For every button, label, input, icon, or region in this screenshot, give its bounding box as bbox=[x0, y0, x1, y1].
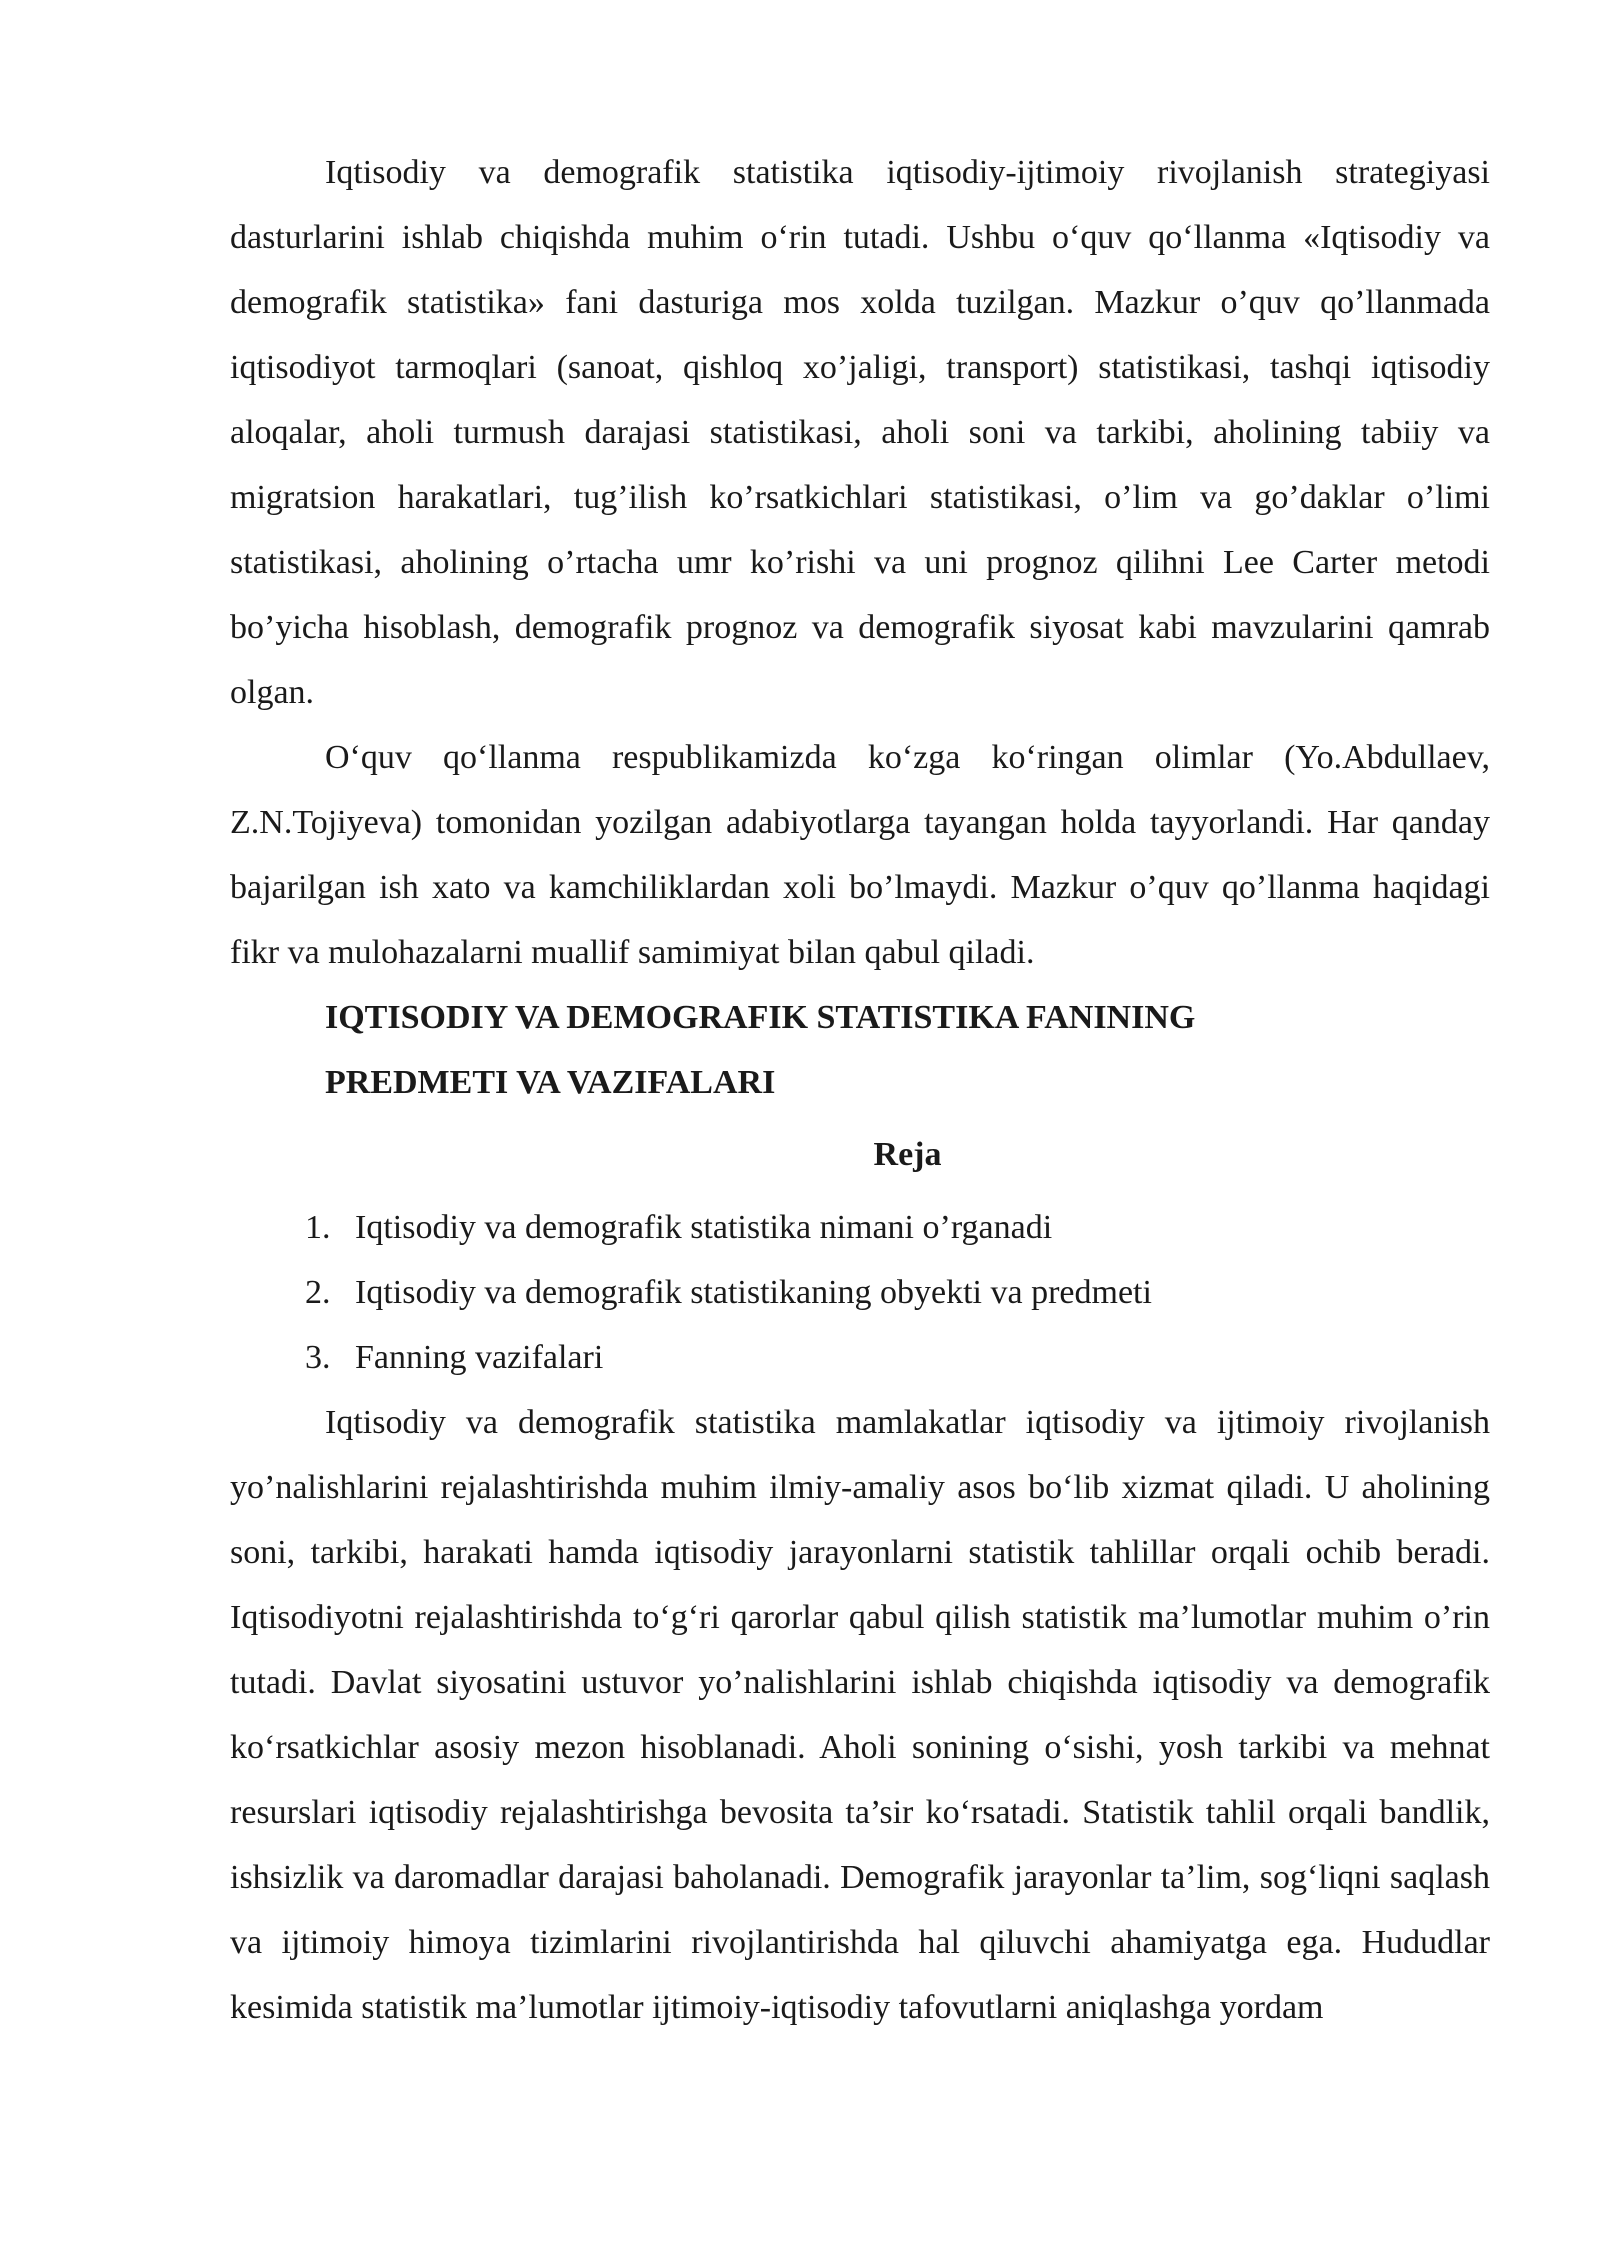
intro-paragraph-1: Iqtisodiy va demografik statistika iqtisodiy-ijtimoiy rivojlanish strategiyasi dasturlarini ishlab chiqishda muhim o‘rin tutadi. Ushbu o‘quv qo‘llanma «Iqtisodiy va demografik statistika» fani dasturiga mos xolda tuzilgan. Mazkur o’quv qo’llanmada iqtisodiyot tarmoqlari (sanoat, qishloq xo’jaligi, transport) statistikasi, tashqi iqtisodiy aloqalar, aholi turmush darajasi statistikasi, aholi soni va tarkibi, aholining tabiiy va migratsion harakatlari, tug’ilish ko’rsatkichlari statistikasi, o’lim va go’daklar o’limi statistikasi, aholining o’rtacha umr ko’rishi va uni prognoz qilihni Lee Carter metodi bo’yicha hisoblash, demografik prognoz va demografik siyosat kabi mavzularini qamrab olgan. bbox=[230, 154, 1490, 711]
section-heading-line-2: PREDMETI VA VAZIFALARI bbox=[325, 1064, 776, 1101]
plan-item bbox=[230, 1325, 1490, 1390]
plan-item-number: 1. bbox=[305, 1209, 331, 1246]
plan-item-text: Iqtisodiy va demografik statistika nimani o’rganadi bbox=[355, 1209, 1053, 1246]
plan-item-text: Fanning vazifalari bbox=[355, 1339, 604, 1376]
plan-title: Reja bbox=[873, 1136, 942, 1173]
plan-item-text: Iqtisodiy va demografik statistikaning obyekti va predmeti bbox=[355, 1274, 1152, 1311]
document-page bbox=[230, 140, 1490, 2040]
plan-item bbox=[230, 1195, 1490, 1260]
plan-item-number: 3. bbox=[305, 1339, 331, 1376]
plan-item bbox=[230, 1260, 1490, 1325]
plan-item-number: 2. bbox=[305, 1274, 331, 1311]
intro-paragraph-2: O‘quv qo‘llanma respublikamizda ko‘zga ko‘ringan olimlar (Yo.Abdullaev, Z.N.Tojiyeva) tomonidan yozilgan adabiyotlarga tayangan holda tayyorlandi. Har qanday bajarilgan ish xato va kamchiliklardan xoli bo’lmaydi. Mazkur o’quv qo’llanma haqidagi fikr va mulohazalarni muallif samimiyat bilan qabul qiladi. bbox=[230, 739, 1490, 971]
section-heading-line-1: IQTISODIY VA DEMOGRAFIK STATISTIKA FANINING bbox=[325, 999, 1196, 1036]
plan-list bbox=[230, 1195, 1490, 1390]
body-paragraph: Iqtisodiy va demografik statistika mamlakatlar iqtisodiy va ijtimoiy rivojlanish yo’nalishlarini rejalashtirishda muhim ilmiy-amaliy asos bo‘lib xizmat qiladi. U aholining soni, tarkibi, harakati hamda iqtisodiy jarayonlarni statistik tahlillar orqali ochib beradi. Iqtisodiyotni rejalashtirishda to‘g‘ri qarorlar qabul qilish statistik ma’lumotlar muhim o’rin tutadi. Davlat siyosatini ustuvor yo’nalishlarini ishlab chiqishda iqtisodiy va demografik ko‘rsatkichlar asosiy mezon hisoblanadi. Aholi sonining o‘sishi, yosh tarkibi va mehnat resurslari iqtisodiy rejalashtirishga bevosita ta’sir ko‘rsatadi. Statistik tahlil orqali bandlik, ishsizlik va daromadlar darajasi baholanadi. Demografik jarayonlar ta’lim, sog‘liqni saqlash va ijtimoiy himoya tizimlarini rivojlantirishda hal qiluvchi ahamiyatga ega. Hududlar kesimida statistik ma’lumotlar ijtimoiy-iqtisodiy tafovutlarni aniqlashga yordam bbox=[230, 1404, 1490, 2026]
